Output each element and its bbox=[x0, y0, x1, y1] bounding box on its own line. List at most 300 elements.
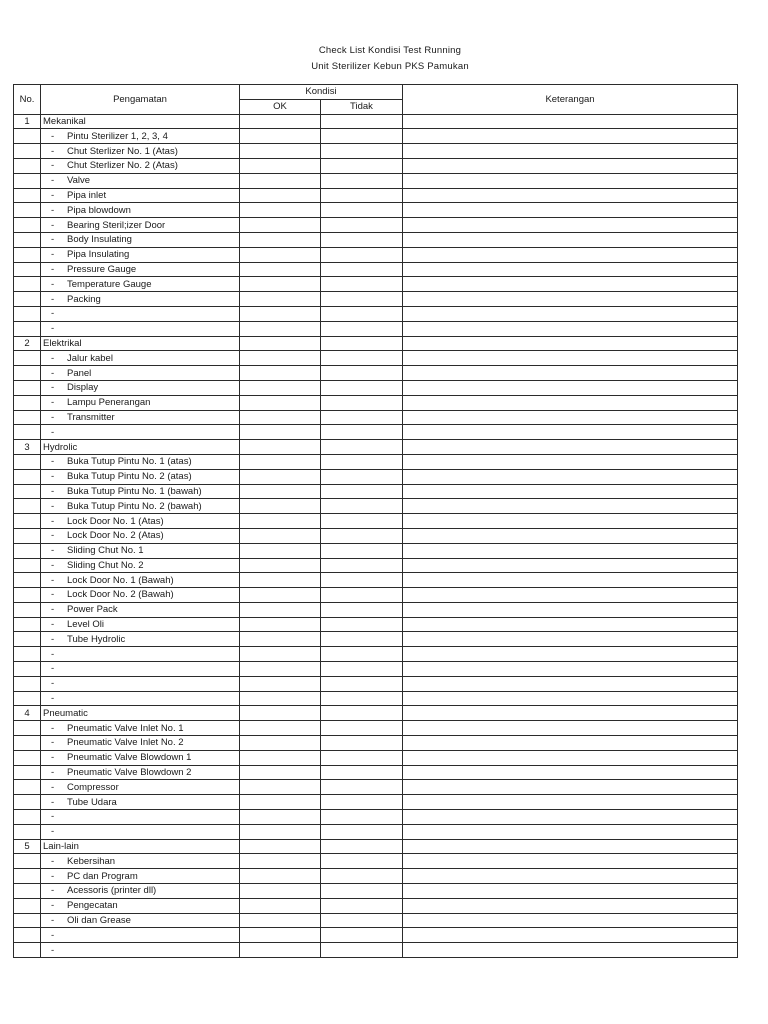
keterangan-cell[interactable] bbox=[403, 336, 738, 351]
tidak-cell[interactable] bbox=[321, 884, 403, 899]
section-row bbox=[14, 706, 738, 721]
item-dash: - bbox=[51, 382, 55, 394]
item-number-cell bbox=[14, 469, 41, 484]
tidak-cell[interactable] bbox=[321, 232, 403, 247]
keterangan-cell[interactable] bbox=[403, 454, 738, 469]
item-cell bbox=[41, 913, 240, 928]
tidak-cell[interactable] bbox=[321, 129, 403, 144]
keterangan-cell[interactable] bbox=[403, 469, 738, 484]
item-cell bbox=[41, 854, 240, 869]
keterangan-cell[interactable] bbox=[403, 884, 738, 899]
item-label: Valve bbox=[67, 175, 91, 187]
item-dash: - bbox=[51, 323, 55, 335]
ok-cell[interactable] bbox=[240, 854, 321, 869]
ok-cell[interactable] bbox=[240, 780, 321, 795]
keterangan-cell[interactable] bbox=[403, 158, 738, 173]
keterangan-cell[interactable] bbox=[403, 114, 738, 129]
keterangan-cell[interactable] bbox=[403, 188, 738, 203]
item-label: Pneumatic Valve Blowdown 1 bbox=[67, 752, 192, 764]
section-row bbox=[14, 839, 738, 854]
tidak-cell[interactable] bbox=[321, 869, 403, 884]
ok-cell[interactable] bbox=[240, 632, 321, 647]
item-cell bbox=[41, 158, 240, 173]
tidak-cell[interactable] bbox=[321, 395, 403, 410]
ok-cell[interactable] bbox=[240, 647, 321, 662]
item-cell bbox=[41, 277, 240, 292]
item-number-cell bbox=[14, 854, 41, 869]
item-dash: - bbox=[51, 397, 55, 409]
keterangan-cell[interactable] bbox=[403, 839, 738, 854]
tidak-cell[interactable] bbox=[321, 158, 403, 173]
section-row bbox=[14, 114, 738, 129]
keterangan-cell[interactable] bbox=[403, 528, 738, 543]
item-dash: - bbox=[51, 633, 55, 645]
checklist-item-row bbox=[14, 662, 738, 677]
keterangan-cell[interactable] bbox=[403, 277, 738, 292]
checklist-item-row bbox=[14, 292, 738, 307]
tidak-cell[interactable] bbox=[321, 706, 403, 721]
keterangan-cell[interactable] bbox=[403, 203, 738, 218]
checklist-item-row bbox=[14, 410, 738, 425]
checklist-item-row bbox=[14, 647, 738, 662]
tidak-cell[interactable] bbox=[321, 795, 403, 810]
keterangan-cell[interactable] bbox=[403, 721, 738, 736]
item-number-cell bbox=[14, 499, 41, 514]
item-dash: - bbox=[51, 929, 55, 941]
checklist-item-row bbox=[14, 469, 738, 484]
tidak-cell[interactable] bbox=[321, 602, 403, 617]
checklist-item-row bbox=[14, 676, 738, 691]
tidak-cell[interactable] bbox=[321, 306, 403, 321]
keterangan-cell[interactable] bbox=[403, 928, 738, 943]
tidak-cell[interactable] bbox=[321, 573, 403, 588]
ok-cell[interactable] bbox=[240, 514, 321, 529]
ok-cell[interactable] bbox=[240, 691, 321, 706]
item-cell bbox=[41, 484, 240, 499]
item-number-cell bbox=[14, 558, 41, 573]
checklist-item-row bbox=[14, 366, 738, 381]
keterangan-cell[interactable] bbox=[403, 144, 738, 159]
keterangan-cell[interactable] bbox=[403, 306, 738, 321]
item-label: Tube Udara bbox=[67, 796, 117, 808]
ok-cell[interactable] bbox=[240, 262, 321, 277]
item-label: Buka Tutup Pintu No. 2 (atas) bbox=[67, 471, 192, 483]
tidak-cell[interactable] bbox=[321, 469, 403, 484]
tidak-cell[interactable] bbox=[321, 558, 403, 573]
keterangan-cell[interactable] bbox=[403, 750, 738, 765]
item-dash: - bbox=[51, 471, 55, 483]
ok-cell[interactable] bbox=[240, 395, 321, 410]
keterangan-cell[interactable] bbox=[403, 499, 738, 514]
keterangan-cell[interactable] bbox=[403, 380, 738, 395]
item-label: Chut Sterlizer No. 1 (Atas) bbox=[67, 145, 178, 157]
item-number-cell bbox=[14, 232, 41, 247]
keterangan-cell[interactable] bbox=[403, 617, 738, 632]
ok-cell[interactable] bbox=[240, 765, 321, 780]
item-cell bbox=[41, 632, 240, 647]
keterangan-cell[interactable] bbox=[403, 558, 738, 573]
tidak-cell[interactable] bbox=[321, 824, 403, 839]
ok-cell[interactable] bbox=[240, 173, 321, 188]
ok-cell[interactable] bbox=[240, 366, 321, 381]
item-dash: - bbox=[51, 160, 55, 172]
checklist-item-row bbox=[14, 691, 738, 706]
ok-cell[interactable] bbox=[240, 306, 321, 321]
item-cell bbox=[41, 380, 240, 395]
tidak-cell[interactable] bbox=[321, 780, 403, 795]
ok-cell[interactable] bbox=[240, 676, 321, 691]
tidak-cell[interactable] bbox=[321, 632, 403, 647]
ok-cell[interactable] bbox=[240, 869, 321, 884]
checklist-item-row bbox=[14, 277, 738, 292]
ok-cell[interactable] bbox=[240, 943, 321, 958]
tidak-cell[interactable] bbox=[321, 380, 403, 395]
ok-cell[interactable] bbox=[240, 528, 321, 543]
checklist-item-row bbox=[14, 884, 738, 899]
ok-cell[interactable] bbox=[240, 721, 321, 736]
item-label: Tube Hydrolic bbox=[67, 633, 126, 645]
ok-cell[interactable] bbox=[240, 736, 321, 751]
ok-cell[interactable] bbox=[240, 484, 321, 499]
keterangan-cell[interactable] bbox=[403, 647, 738, 662]
tidak-cell[interactable] bbox=[321, 351, 403, 366]
keterangan-cell[interactable] bbox=[403, 588, 738, 603]
checklist-item-row bbox=[14, 721, 738, 736]
tidak-cell[interactable] bbox=[321, 617, 403, 632]
tidak-cell[interactable] bbox=[321, 750, 403, 765]
item-number-cell bbox=[14, 514, 41, 529]
checklist-table bbox=[13, 84, 738, 958]
tidak-cell[interactable] bbox=[321, 336, 403, 351]
ok-cell[interactable] bbox=[240, 558, 321, 573]
keterangan-cell[interactable] bbox=[403, 736, 738, 751]
item-number-cell bbox=[14, 277, 41, 292]
item-label: Jalur kabel bbox=[67, 352, 113, 364]
tidak-cell[interactable] bbox=[321, 292, 403, 307]
tidak-cell[interactable] bbox=[321, 691, 403, 706]
tidak-cell[interactable] bbox=[321, 218, 403, 233]
item-dash: - bbox=[51, 663, 55, 675]
item-label: Lampu Penerangan bbox=[67, 397, 151, 409]
keterangan-cell[interactable] bbox=[403, 573, 738, 588]
tidak-cell[interactable] bbox=[321, 647, 403, 662]
tidak-cell[interactable] bbox=[321, 114, 403, 129]
item-number-cell bbox=[14, 795, 41, 810]
item-cell bbox=[41, 691, 240, 706]
tidak-cell[interactable] bbox=[321, 898, 403, 913]
keterangan-cell[interactable] bbox=[403, 810, 738, 825]
item-cell bbox=[41, 736, 240, 751]
ok-cell[interactable] bbox=[240, 129, 321, 144]
ok-cell[interactable] bbox=[240, 380, 321, 395]
tidak-cell[interactable] bbox=[321, 736, 403, 751]
tidak-cell[interactable] bbox=[321, 913, 403, 928]
checklist-item-row bbox=[14, 528, 738, 543]
tidak-cell[interactable] bbox=[321, 173, 403, 188]
item-number-cell bbox=[14, 410, 41, 425]
header-keterangan: Keterangan bbox=[403, 85, 738, 115]
checklist-item-row bbox=[14, 913, 738, 928]
tidak-cell[interactable] bbox=[321, 765, 403, 780]
item-dash: - bbox=[51, 693, 55, 705]
item-cell bbox=[41, 662, 240, 677]
item-number-cell bbox=[14, 262, 41, 277]
ok-cell[interactable] bbox=[240, 158, 321, 173]
keterangan-cell[interactable] bbox=[403, 247, 738, 262]
checklist-item-row bbox=[14, 928, 738, 943]
tidak-cell[interactable] bbox=[321, 543, 403, 558]
item-dash: - bbox=[51, 234, 55, 246]
tidak-cell[interactable] bbox=[321, 810, 403, 825]
ok-cell[interactable] bbox=[240, 824, 321, 839]
checklist-item-row bbox=[14, 158, 738, 173]
checklist-item-row bbox=[14, 306, 738, 321]
item-cell bbox=[41, 780, 240, 795]
item-dash: - bbox=[51, 767, 55, 779]
item-number-cell bbox=[14, 676, 41, 691]
keterangan-cell[interactable] bbox=[403, 425, 738, 440]
ok-cell[interactable] bbox=[240, 573, 321, 588]
ok-cell[interactable] bbox=[240, 277, 321, 292]
item-number-cell bbox=[14, 898, 41, 913]
item-number-cell bbox=[14, 395, 41, 410]
ok-cell[interactable] bbox=[240, 232, 321, 247]
tidak-cell[interactable] bbox=[321, 928, 403, 943]
ok-cell[interactable] bbox=[240, 454, 321, 469]
item-cell bbox=[41, 514, 240, 529]
keterangan-cell[interactable] bbox=[403, 676, 738, 691]
item-label: Pneumatic Valve Inlet No. 1 bbox=[67, 722, 184, 734]
ok-cell[interactable] bbox=[240, 410, 321, 425]
tidak-cell[interactable] bbox=[321, 484, 403, 499]
tidak-cell[interactable] bbox=[321, 514, 403, 529]
tidak-cell[interactable] bbox=[321, 366, 403, 381]
keterangan-cell[interactable] bbox=[403, 218, 738, 233]
ok-cell[interactable] bbox=[240, 750, 321, 765]
item-label: Pintu Sterilizer 1, 2, 3, 4 bbox=[67, 130, 168, 142]
keterangan-cell[interactable] bbox=[403, 691, 738, 706]
ok-cell[interactable] bbox=[240, 425, 321, 440]
item-label: Panel bbox=[67, 367, 92, 379]
keterangan-cell[interactable] bbox=[403, 662, 738, 677]
section-row bbox=[14, 440, 738, 455]
item-dash: - bbox=[51, 411, 55, 423]
ok-cell[interactable] bbox=[240, 188, 321, 203]
item-dash: - bbox=[51, 796, 55, 808]
keterangan-cell[interactable] bbox=[403, 765, 738, 780]
ok-cell[interactable] bbox=[240, 247, 321, 262]
item-number-cell bbox=[14, 913, 41, 928]
keterangan-cell[interactable] bbox=[403, 410, 738, 425]
keterangan-cell[interactable] bbox=[403, 351, 738, 366]
document-title: Check List Kondisi Test Running bbox=[318, 45, 462, 56]
keterangan-cell[interactable] bbox=[403, 514, 738, 529]
ok-cell[interactable] bbox=[240, 218, 321, 233]
checklist-item-row bbox=[14, 247, 738, 262]
item-number-cell bbox=[14, 824, 41, 839]
ok-cell[interactable] bbox=[240, 321, 321, 336]
item-label: Pengecatan bbox=[67, 900, 118, 912]
ok-cell[interactable] bbox=[240, 440, 321, 455]
keterangan-cell[interactable] bbox=[403, 129, 738, 144]
item-cell bbox=[41, 247, 240, 262]
keterangan-cell[interactable] bbox=[403, 232, 738, 247]
keterangan-cell[interactable] bbox=[403, 795, 738, 810]
keterangan-cell[interactable] bbox=[403, 602, 738, 617]
ok-cell[interactable] bbox=[240, 292, 321, 307]
item-number-cell bbox=[14, 721, 41, 736]
tidak-cell[interactable] bbox=[321, 839, 403, 854]
keterangan-cell[interactable] bbox=[403, 262, 738, 277]
item-cell bbox=[41, 144, 240, 159]
item-number-cell bbox=[14, 292, 41, 307]
ok-cell[interactable] bbox=[240, 617, 321, 632]
item-cell bbox=[41, 602, 240, 617]
section-name: Mekanikal bbox=[41, 114, 240, 129]
item-dash: - bbox=[51, 545, 55, 557]
item-number-cell bbox=[14, 484, 41, 499]
ok-cell[interactable] bbox=[240, 884, 321, 899]
checklist-item-row bbox=[14, 736, 738, 751]
keterangan-cell[interactable] bbox=[403, 869, 738, 884]
ok-cell[interactable] bbox=[240, 928, 321, 943]
checklist-item-row bbox=[14, 380, 738, 395]
keterangan-cell[interactable] bbox=[403, 706, 738, 721]
tidak-cell[interactable] bbox=[321, 262, 403, 277]
tidak-cell[interactable] bbox=[321, 588, 403, 603]
tidak-cell[interactable] bbox=[321, 425, 403, 440]
checklist-item-row bbox=[14, 765, 738, 780]
ok-cell[interactable] bbox=[240, 839, 321, 854]
header-no: No. bbox=[14, 85, 41, 115]
keterangan-cell[interactable] bbox=[403, 913, 738, 928]
keterangan-cell[interactable] bbox=[403, 943, 738, 958]
keterangan-cell[interactable] bbox=[403, 395, 738, 410]
item-label: Bearing Steril;izer Door bbox=[67, 219, 166, 231]
ok-cell[interactable] bbox=[240, 898, 321, 913]
item-dash: - bbox=[51, 944, 55, 956]
item-dash: - bbox=[51, 574, 55, 586]
item-label: Lock Door No. 1 (Bawah) bbox=[67, 574, 174, 586]
item-label: Lock Door No. 1 (Atas) bbox=[67, 515, 164, 527]
keterangan-cell[interactable] bbox=[403, 292, 738, 307]
tidak-cell[interactable] bbox=[321, 410, 403, 425]
keterangan-cell[interactable] bbox=[403, 440, 738, 455]
checklist-item-row bbox=[14, 173, 738, 188]
item-cell bbox=[41, 558, 240, 573]
checklist-item-row bbox=[14, 854, 738, 869]
item-label: Buka Tutup Pintu No. 2 (bawah) bbox=[67, 500, 202, 512]
checklist-item-row bbox=[14, 632, 738, 647]
item-label: Display bbox=[67, 382, 99, 394]
item-number-cell bbox=[14, 543, 41, 558]
item-number-cell bbox=[14, 691, 41, 706]
tidak-cell[interactable] bbox=[321, 440, 403, 455]
ok-cell[interactable] bbox=[240, 795, 321, 810]
item-number-cell bbox=[14, 425, 41, 440]
keterangan-cell[interactable] bbox=[403, 366, 738, 381]
section-name: Pneumatic bbox=[41, 706, 240, 721]
item-cell bbox=[41, 543, 240, 558]
tidak-cell[interactable] bbox=[321, 321, 403, 336]
item-dash: - bbox=[51, 367, 55, 379]
item-cell bbox=[41, 203, 240, 218]
item-cell bbox=[41, 824, 240, 839]
item-label: Pressure Gauge bbox=[67, 263, 137, 275]
keterangan-cell[interactable] bbox=[403, 484, 738, 499]
keterangan-cell[interactable] bbox=[403, 780, 738, 795]
keterangan-cell[interactable] bbox=[403, 898, 738, 913]
keterangan-cell[interactable] bbox=[403, 173, 738, 188]
ok-cell[interactable] bbox=[240, 810, 321, 825]
item-cell bbox=[41, 499, 240, 514]
item-number-cell bbox=[14, 144, 41, 159]
checklist-item-row bbox=[14, 499, 738, 514]
tidak-cell[interactable] bbox=[321, 662, 403, 677]
tidak-cell[interactable] bbox=[321, 676, 403, 691]
ok-cell[interactable] bbox=[240, 203, 321, 218]
tidak-cell[interactable] bbox=[321, 721, 403, 736]
ok-cell[interactable] bbox=[240, 114, 321, 129]
item-label: Power Pack bbox=[67, 604, 118, 616]
tidak-cell[interactable] bbox=[321, 188, 403, 203]
item-label: Pipa Insulating bbox=[67, 249, 130, 261]
item-number-cell bbox=[14, 573, 41, 588]
item-number-cell bbox=[14, 588, 41, 603]
tidak-cell[interactable] bbox=[321, 247, 403, 262]
keterangan-cell[interactable] bbox=[403, 854, 738, 869]
keterangan-cell[interactable] bbox=[403, 632, 738, 647]
keterangan-cell[interactable] bbox=[403, 321, 738, 336]
item-number-cell bbox=[14, 188, 41, 203]
tidak-cell[interactable] bbox=[321, 203, 403, 218]
ok-cell[interactable] bbox=[240, 913, 321, 928]
ok-cell[interactable] bbox=[240, 588, 321, 603]
item-dash: - bbox=[51, 870, 55, 882]
item-label: Packing bbox=[67, 293, 101, 305]
tidak-cell[interactable] bbox=[321, 528, 403, 543]
keterangan-cell[interactable] bbox=[403, 824, 738, 839]
ok-cell[interactable] bbox=[240, 469, 321, 484]
ok-cell[interactable] bbox=[240, 336, 321, 351]
ok-cell[interactable] bbox=[240, 144, 321, 159]
section-number: 4 bbox=[14, 706, 41, 721]
header-ok: OK bbox=[240, 99, 321, 114]
checklist-item-row bbox=[14, 573, 738, 588]
item-label: Transmitter bbox=[67, 411, 115, 423]
tidak-cell[interactable] bbox=[321, 854, 403, 869]
item-number-cell bbox=[14, 632, 41, 647]
item-cell bbox=[41, 573, 240, 588]
item-dash: - bbox=[51, 722, 55, 734]
tidak-cell[interactable] bbox=[321, 277, 403, 292]
ok-cell[interactable] bbox=[240, 662, 321, 677]
keterangan-cell[interactable] bbox=[403, 543, 738, 558]
tidak-cell[interactable] bbox=[321, 499, 403, 514]
item-dash: - bbox=[51, 500, 55, 512]
ok-cell[interactable] bbox=[240, 602, 321, 617]
ok-cell[interactable] bbox=[240, 543, 321, 558]
item-number-cell bbox=[14, 247, 41, 262]
ok-cell[interactable] bbox=[240, 706, 321, 721]
tidak-cell[interactable] bbox=[321, 454, 403, 469]
tidak-cell[interactable] bbox=[321, 943, 403, 958]
ok-cell[interactable] bbox=[240, 351, 321, 366]
tidak-cell[interactable] bbox=[321, 144, 403, 159]
item-label: Lock Door No. 2 (Atas) bbox=[67, 530, 164, 542]
ok-cell[interactable] bbox=[240, 499, 321, 514]
checklist-item-row bbox=[14, 824, 738, 839]
